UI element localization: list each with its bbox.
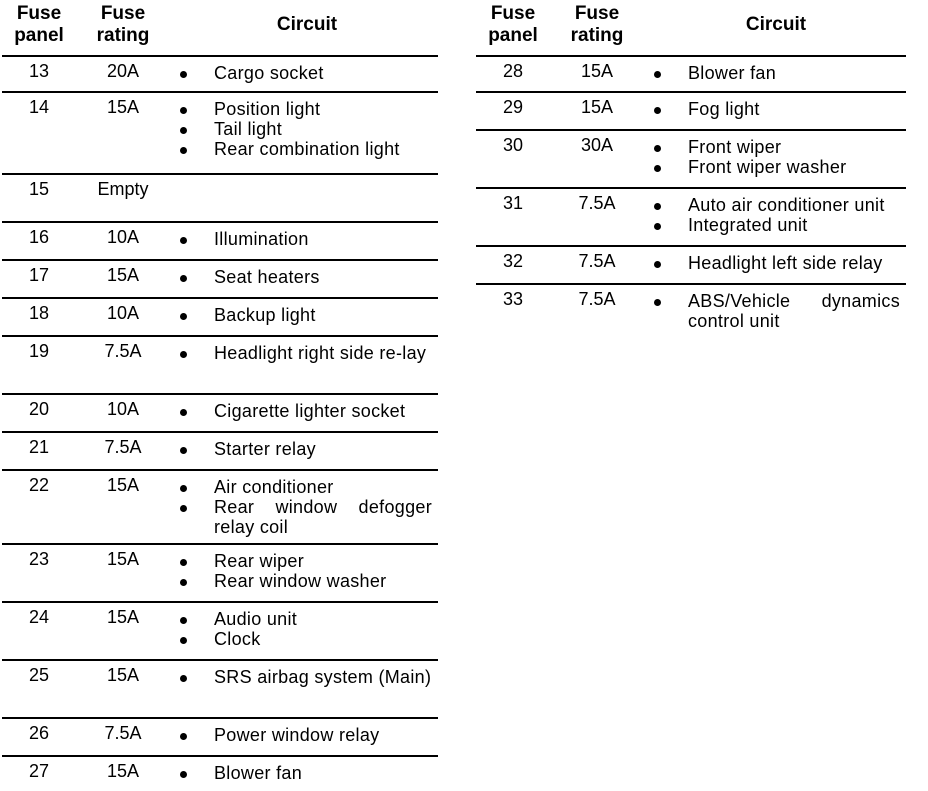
fuse-panel-number: 31 [502, 193, 524, 213]
fuse-row-20 [2, 395, 438, 433]
fuse-rating-value: 7.5A [104, 341, 142, 361]
circuit-label: Integrated unit [688, 215, 808, 235]
circuit-item [174, 305, 432, 325]
fuse-row-25 [2, 661, 438, 719]
circuit-label: Headlight left side relay [688, 253, 883, 273]
circuit-label: Auto air conditioner unit [688, 195, 885, 215]
header-fuse-rating: Fuse rating [570, 3, 624, 46]
fuse-panel-number: 22 [28, 475, 50, 495]
fuse-rating-value: 7.5A [104, 723, 142, 743]
circuit-item [174, 119, 432, 139]
circuit-item [174, 63, 432, 83]
bullet-icon [180, 637, 187, 644]
fuse-panel-number: 18 [28, 303, 50, 323]
bullet-icon [654, 223, 661, 230]
bullet-icon [180, 559, 187, 566]
circuit-label: Seat heaters [214, 267, 320, 287]
circuit-item [174, 551, 432, 571]
circuit-label: Rear window defogger relay coil [214, 497, 432, 537]
circuit-label: Clock [214, 629, 261, 649]
circuit-item [174, 477, 432, 497]
bullet-icon [180, 107, 187, 114]
circuit-list [174, 725, 432, 745]
circuit-item [648, 215, 900, 235]
bullet-icon [654, 165, 661, 172]
fuse-rating-value: 20A [106, 61, 140, 81]
circuit-label: Position light [214, 99, 321, 119]
circuit-item [174, 725, 432, 745]
fuse-rating-value: 7.5A [578, 251, 616, 271]
fuse-row-24 [2, 603, 438, 661]
circuit-label: Starter relay [214, 439, 316, 459]
fuse-rating-value: 7.5A [578, 289, 616, 309]
fuse-panel-number: 21 [28, 437, 50, 457]
bullet-icon [180, 71, 187, 78]
fuse-row-29 [476, 93, 906, 131]
fuse-panel-number: 29 [502, 97, 524, 117]
fuse-rating-value: 15A [580, 97, 614, 117]
table-header [476, 0, 906, 57]
circuit-list [648, 253, 900, 273]
fuse-rating-value: 15A [106, 665, 140, 685]
circuit-item [648, 137, 900, 157]
circuit-label: Rear wiper [214, 551, 305, 571]
fuse-rating-value: 15A [106, 97, 140, 117]
fuse-row-15 [2, 175, 438, 223]
fuse-row-19 [2, 337, 438, 395]
circuit-list [174, 99, 432, 159]
bullet-icon [180, 447, 187, 454]
fuse-rating-value: 15A [106, 607, 140, 627]
circuit-label: Rear combination light [214, 139, 400, 159]
fuse-row-14 [2, 93, 438, 175]
circuit-label: Front wiper washer [688, 157, 847, 177]
fuse-rating-value: 30A [580, 135, 614, 155]
circuit-label: Rear window washer [214, 571, 387, 591]
fuse-panel-number: 28 [502, 61, 524, 81]
fuse-rating-value: 15A [106, 761, 140, 781]
bullet-icon [654, 71, 661, 78]
fuse-rating-value: 15A [106, 549, 140, 569]
fuse-row-33 [476, 285, 906, 345]
fuse-table-left [2, 0, 438, 791]
fuse-panel-number: 32 [502, 251, 524, 271]
circuit-label: Cigarette lighter socket [214, 401, 406, 421]
fuse-panel-number: 23 [28, 549, 50, 569]
circuit-label: Illumination [214, 229, 309, 249]
circuit-list [174, 267, 432, 287]
bullet-icon [654, 107, 661, 114]
bullet-icon [180, 505, 187, 512]
fuse-rating-value: 10A [106, 227, 140, 247]
bullet-icon [180, 351, 187, 358]
circuit-item [648, 291, 900, 331]
circuit-list [174, 667, 432, 687]
bullet-icon [180, 485, 187, 492]
circuit-item [174, 629, 432, 649]
header-circuit: Circuit [745, 14, 807, 35]
circuit-item [174, 667, 432, 687]
fuse-panel-number: 16 [28, 227, 50, 247]
circuit-list [174, 551, 432, 591]
fuse-panel-number: 20 [28, 399, 50, 419]
fuse-rating-value: 15A [106, 265, 140, 285]
fuse-row-26 [2, 719, 438, 757]
circuit-list [174, 343, 432, 363]
bullet-icon [180, 617, 187, 624]
bullet-icon [654, 299, 661, 306]
bullet-icon [654, 261, 661, 268]
bullet-icon [180, 275, 187, 282]
fuse-panel-number: 15 [28, 179, 50, 199]
fuse-row-31 [476, 189, 906, 247]
fuse-rating-value: 15A [106, 475, 140, 495]
circuit-label: SRS airbag system (Main) [214, 667, 432, 687]
circuit-label: Power window relay [214, 725, 380, 745]
bullet-icon [180, 409, 187, 416]
fuse-panel-number: 25 [28, 665, 50, 685]
circuit-label: ABS/Vehicle dynamics control unit [688, 291, 900, 331]
circuit-item [648, 157, 900, 177]
circuit-list [648, 195, 900, 235]
circuit-label: Fog light [688, 99, 760, 119]
circuit-label: Headlight right side re-lay [214, 343, 427, 363]
fuse-table-right [476, 0, 906, 345]
circuit-label: Air conditioner [214, 477, 334, 497]
fuse-row-22 [2, 471, 438, 545]
circuit-item [174, 571, 432, 591]
circuit-item [174, 497, 432, 537]
circuit-item [174, 763, 432, 783]
circuit-list [174, 229, 432, 249]
fuse-panel-number: 24 [28, 607, 50, 627]
fuse-row-21 [2, 433, 438, 471]
circuit-list [174, 401, 432, 421]
bullet-icon [180, 147, 187, 154]
circuit-list [174, 477, 432, 537]
bullet-icon [180, 771, 187, 778]
fuse-row-32 [476, 247, 906, 285]
fuse-rating-value: 10A [106, 399, 140, 419]
circuit-list [174, 63, 432, 83]
fuse-rating-value: 15A [580, 61, 614, 81]
circuit-list [648, 63, 900, 83]
fuse-row-13 [2, 57, 438, 93]
fuse-row-27 [2, 757, 438, 791]
header-fuse-panel: Fuse panel [14, 3, 64, 46]
fuse-row-30 [476, 131, 906, 189]
fuse-rating-value: 7.5A [578, 193, 616, 213]
circuit-item [174, 401, 432, 421]
circuit-list [174, 609, 432, 649]
circuit-label: Cargo socket [214, 63, 324, 83]
circuit-item [174, 99, 432, 119]
header-circuit: Circuit [276, 14, 338, 35]
circuit-item [174, 139, 432, 159]
fuse-panel-number: 14 [28, 97, 50, 117]
fuse-panel-number: 27 [28, 761, 50, 781]
fuse-rating-value: 7.5A [104, 437, 142, 457]
circuit-item [648, 99, 900, 119]
circuit-list [174, 763, 432, 783]
circuit-list [174, 439, 432, 459]
header-fuse-rating: Fuse rating [96, 3, 150, 46]
fuse-row-18 [2, 299, 438, 337]
circuit-list [648, 99, 900, 119]
fuse-panel-number: 17 [28, 265, 50, 285]
fuse-panel-number: 13 [28, 61, 50, 81]
header-fuse-panel: Fuse panel [488, 3, 538, 46]
fuse-rating-value: 10A [106, 303, 140, 323]
circuit-item [174, 609, 432, 629]
circuit-list [648, 137, 900, 177]
fuse-row-17 [2, 261, 438, 299]
bullet-icon [180, 579, 187, 586]
circuit-list [174, 305, 432, 325]
circuit-label: Front wiper [688, 137, 782, 157]
circuit-label: Tail light [214, 119, 283, 139]
circuit-item [174, 267, 432, 287]
circuit-item [648, 63, 900, 83]
fuse-row-23 [2, 545, 438, 603]
circuit-label: Audio unit [214, 609, 298, 629]
circuit-label: Blower fan [214, 763, 303, 783]
bullet-icon [180, 127, 187, 134]
circuit-item [174, 229, 432, 249]
fuse-panel-number: 26 [28, 723, 50, 743]
bullet-icon [654, 203, 661, 210]
circuit-item [648, 253, 900, 273]
table-header [2, 0, 438, 57]
bullet-icon [180, 675, 187, 682]
bullet-icon [180, 313, 187, 320]
bullet-icon [654, 145, 661, 152]
bullet-icon [180, 733, 187, 740]
circuit-item [174, 343, 432, 363]
circuit-label: Blower fan [688, 63, 777, 83]
fuse-row-28 [476, 57, 906, 93]
circuit-list [648, 291, 900, 331]
circuit-item [174, 439, 432, 459]
fuse-row-16 [2, 223, 438, 261]
circuit-item [648, 195, 900, 215]
fuse-rating-value: Empty [97, 179, 149, 199]
fuse-panel-number: 19 [28, 341, 50, 361]
fuse-panel-number: 33 [502, 289, 524, 309]
bullet-icon [180, 237, 187, 244]
circuit-label: Backup light [214, 305, 316, 325]
fuse-panel-number: 30 [502, 135, 524, 155]
